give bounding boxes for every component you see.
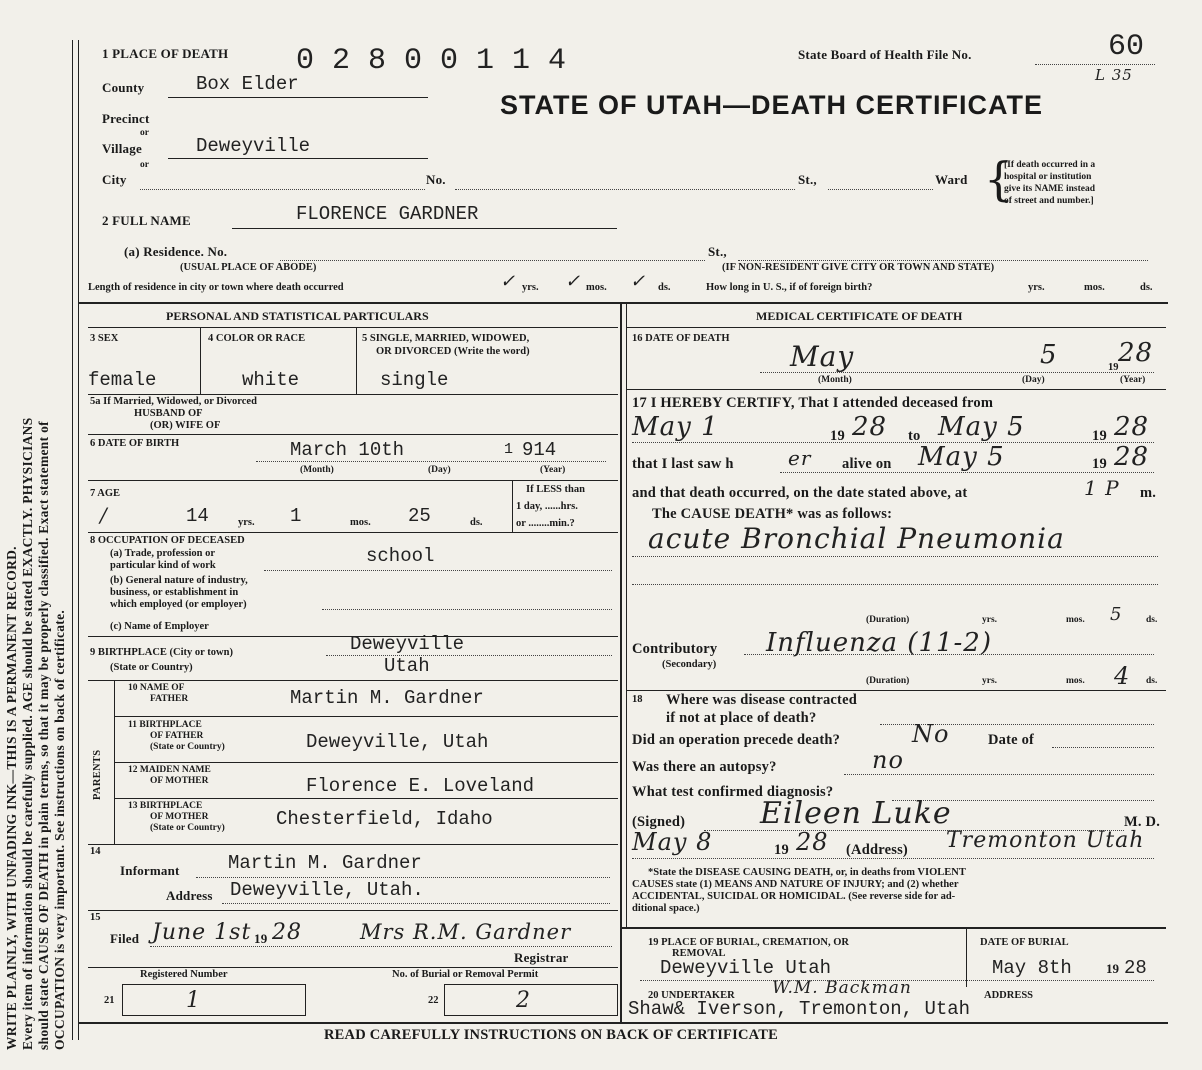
city-no-line — [455, 189, 795, 190]
birthplace-label: 9 BIRTHPLACE (City or town) — [90, 647, 233, 658]
usual-abode-caption: (USUAL PLACE OF ABODE) — [180, 262, 317, 273]
footnote-2: CAUSES state (1) MEANS AND NATURE OF INJURY; and (2) whether — [632, 879, 959, 890]
age-mark: / — [100, 503, 108, 527]
contributory-value: Influenza (11-2) — [766, 628, 992, 658]
duration-days-2: 4 — [1114, 662, 1131, 690]
item-22-number: 22 — [428, 995, 439, 1006]
parents-label: PARENTS — [92, 749, 103, 800]
dob-monthday: March 10th — [290, 439, 405, 461]
occ-c: (c) Name of Employer — [110, 621, 209, 632]
city-st-line — [828, 189, 933, 190]
hospital-note-3: give its NAME instead — [1004, 184, 1096, 194]
filed-line — [150, 946, 612, 947]
personal-section-title: PERSONAL AND STATISTICAL PARTICULARS — [166, 309, 429, 323]
row-rule-8 — [88, 532, 618, 533]
father-label-1: 10 NAME OF — [128, 683, 185, 693]
last-saw-text: that I last saw h — [632, 456, 734, 472]
footnote-4: ditional space.) — [632, 903, 700, 914]
footnote-1: *State the DISEASE CAUSING DEATH, or, in deaths from VIOLENT — [648, 867, 966, 878]
occ-a-2: particular kind of work — [110, 560, 216, 571]
length-mos-label: mos. — [586, 282, 607, 293]
informant-line — [196, 877, 610, 878]
marital-value: single — [380, 369, 449, 391]
marital-label-1: 5 SINGLE, MARRIED, WIDOWED, — [362, 333, 530, 344]
item-15-number: 15 — [90, 912, 101, 923]
informant-address-line — [222, 903, 610, 904]
grid-section-rule — [88, 327, 618, 328]
dob-label: 6 DATE OF BIRTH — [90, 438, 180, 449]
footnote-3: ACCIDENTAL, SUICIDAL OR HOMICIDAL. (See reverse side for ad- — [632, 891, 956, 902]
grid-top-rule — [78, 302, 1168, 304]
father-birthplace: Deweyville, Utah — [306, 731, 489, 753]
age-mos-caption: mos. — [350, 517, 371, 528]
medical-rule-17 — [626, 389, 1166, 390]
left-border-2 — [72, 40, 73, 1040]
row-rule-15 — [88, 910, 618, 911]
length-mos-mark: ✓ — [565, 271, 582, 292]
occ-b-1: (b) General nature of industry, — [110, 575, 248, 586]
dod-day: 5 — [1040, 340, 1058, 370]
physician-signature: Eileen Luke — [760, 796, 952, 831]
secondary-label: (Secondary) — [662, 659, 717, 670]
or-label-1: or — [140, 128, 149, 138]
contracted-1: Where was disease contracted — [666, 692, 857, 708]
duration-mos-2: mos. — [1066, 676, 1085, 686]
father-bp-label-2: OF FATHER — [150, 731, 204, 741]
contributory-line — [744, 654, 1154, 655]
file-no-line — [1035, 64, 1155, 65]
spouse-label-2: HUSBAND OF — [134, 408, 203, 419]
burial-year: 28 — [1124, 957, 1147, 979]
row-rule-6 — [88, 434, 618, 435]
footer-rule — [78, 1022, 1168, 1024]
md-label: M. D. — [1124, 814, 1161, 830]
side-instruction-line-4: OCCUPATION is very important. See instructions on back of certificate. — [52, 609, 67, 1050]
place-of-death-label: 1 PLACE OF DEATH — [102, 46, 229, 61]
mother-label-2: OF MOTHER — [150, 776, 209, 786]
footer-text: READ CAREFULLY INSTRUCTIONS ON BACK OF CERTIFICATE — [324, 1027, 778, 1043]
grid-section-rule-right — [626, 327, 1166, 328]
autopsy-value: no — [872, 746, 904, 774]
informant-address: Deweyville, Utah. — [230, 879, 424, 901]
city-no-label: No. — [426, 172, 446, 187]
ward-label: Ward — [935, 172, 968, 187]
age-days: 25 — [408, 505, 431, 527]
city-line — [140, 189, 425, 190]
marital-label-2: OR DIVORCED (Write the word) — [376, 346, 530, 357]
row-rule-21 — [88, 967, 618, 968]
spouse-label-3: (OR) WIFE OF — [150, 420, 221, 431]
mother-label-1: 12 MAIDEN NAME — [128, 765, 211, 775]
informant-label: Informant — [120, 863, 180, 878]
mother-bp-label-2: OF MOTHER — [150, 812, 209, 822]
dod-day-caption: (Day) — [1022, 375, 1045, 385]
age-yrs-caption: yrs. — [238, 517, 255, 528]
autopsy-line — [844, 774, 1154, 775]
signed-year: 28 — [796, 828, 829, 856]
operation-value: No — [912, 720, 950, 748]
full-name-value: FLORENCE GARDNER — [296, 203, 479, 225]
cause-line-2 — [632, 584, 1158, 585]
reg-number-value: 1 — [186, 988, 201, 1013]
birthplace-city-line — [326, 655, 612, 656]
physician-address-line — [632, 858, 1154, 859]
undertaker-signature: W.M. Backman — [772, 978, 912, 998]
age-label: 7 AGE — [90, 488, 121, 499]
residence-st-label: St., — [708, 244, 727, 259]
reg-number-box — [122, 984, 306, 1016]
dob-line — [256, 461, 606, 462]
operation-label: Did an operation precede death? — [632, 732, 841, 748]
registrar-signature: Mrs R.M. Gardner — [360, 920, 572, 944]
mother-bp-label-3: (State or Country) — [150, 823, 225, 833]
village-line — [168, 158, 428, 159]
undertaker-value: Shaw& Iverson, Tremonton, Utah — [628, 998, 971, 1020]
signed-year-prefix: 19 — [774, 842, 789, 858]
burial-date: May 8th — [992, 957, 1072, 979]
dod-year-caption: (Year) — [1120, 375, 1146, 385]
burial-permit-box — [444, 984, 618, 1016]
file-no-value: 60 — [1108, 30, 1145, 64]
duration-days-1: 5 — [1110, 604, 1123, 625]
informant-address-label: Address — [166, 888, 213, 903]
spouse-label-1: 5a If Married, Widowed, or Divorced — [90, 396, 257, 407]
mother-bp-label-1: 13 BIRTHPLACE — [128, 801, 203, 811]
date-of-line — [1052, 747, 1154, 748]
occupation-value: school — [366, 545, 435, 567]
color-marital-divider — [356, 328, 357, 394]
row-rule-11 — [114, 716, 618, 717]
age-years: 14 — [186, 505, 209, 527]
medical-rule-18 — [626, 690, 1166, 691]
last-saw-date: May 5 — [918, 442, 1005, 472]
physician-address: Tremonton Utah — [946, 828, 1145, 853]
father-name: Martin M. Gardner — [290, 687, 484, 709]
dod-month: May — [790, 340, 855, 373]
medical-rule-19 — [620, 927, 1166, 929]
how-long-label: How long in U. S., if of foreign birth? — [706, 282, 873, 293]
informant-name: Martin M. Gardner — [228, 852, 422, 874]
burial-permit-label: No. of Burial or Removal Permit — [392, 969, 539, 980]
village-label: Village — [102, 141, 142, 156]
less-than-3: or ........min.? — [516, 518, 575, 529]
to-year-prefix: 19 — [1092, 428, 1107, 444]
hospital-note-1: [If death occurred in a — [1004, 160, 1096, 170]
row-rule-14 — [88, 844, 618, 845]
occurred-text: and that death occurred, on the date stated above, at — [632, 485, 968, 501]
registrar-label: Registrar — [514, 950, 569, 965]
file-no-label: State Board of Health File No. — [798, 47, 972, 62]
length-ds-mark: ✓ — [630, 271, 647, 292]
duration-ds-1: ds. — [1146, 615, 1158, 625]
from-year: 28 — [852, 412, 888, 442]
physician-address-label: (Address) — [846, 842, 908, 858]
reg-number-label: Registered Number — [140, 969, 228, 980]
contracted-2: if not at place of death? — [666, 710, 817, 726]
mother-name: Florence E. Loveland — [306, 775, 535, 797]
how-long-yrs: yrs. — [1028, 282, 1045, 293]
hospital-note-2: hospital or institution — [1004, 172, 1092, 182]
county-label: County — [102, 80, 145, 95]
age-months: 1 — [290, 505, 302, 527]
row-rule-5a — [88, 394, 618, 395]
burial-date-divider — [966, 927, 967, 987]
length-ds-label: ds. — [658, 282, 671, 293]
how-long-mos: mos. — [1084, 282, 1105, 293]
test-label: What test confirmed diagnosis? — [632, 784, 834, 800]
duration-yrs-2: yrs. — [982, 676, 998, 686]
filed-year: 28 — [272, 920, 302, 945]
left-border — [78, 40, 79, 1040]
center-divider — [620, 302, 622, 1022]
occ-a-1: (a) Trade, profession or — [110, 548, 215, 559]
row-rule-13 — [114, 798, 618, 799]
burial-year-prefix: 19 — [1106, 961, 1119, 976]
file-note: L 35 — [1095, 66, 1133, 84]
occ-b-3: which employed (or employer) — [110, 599, 247, 610]
burial-place-label-1: 19 PLACE OF BURIAL, CREMATION, OR — [648, 937, 849, 948]
how-long-ds: ds. — [1140, 282, 1153, 293]
filed-year-prefix: 19 — [254, 931, 268, 946]
or-label-2: or — [140, 160, 149, 170]
occ-b-2: business, or establishment in — [110, 587, 239, 598]
sex-label: 3 SEX — [90, 333, 119, 344]
undertaker-address-label: ADDRESS — [984, 990, 1034, 1001]
birthplace-state-label: (State or Country) — [110, 662, 193, 673]
birthplace-state: Utah — [384, 655, 430, 677]
duration-mos-1: mos. — [1066, 615, 1085, 625]
burial-place-label-2: REMOVAL — [672, 948, 726, 959]
cause-value: acute Bronchial Pneumonia — [648, 522, 1065, 555]
center-divider-2 — [626, 302, 627, 927]
father-label-2: FATHER — [150, 694, 189, 704]
from-year-prefix: 19 — [830, 428, 845, 444]
residence-label: (a) Residence. No. — [124, 244, 228, 259]
contributory-label: Contributory — [632, 641, 718, 657]
occ-b-line — [322, 609, 612, 610]
hospital-note-4: of street and number.] — [1004, 196, 1094, 206]
dod-month-caption: (Month) — [818, 375, 852, 385]
cause-label: The CAUSE DEATH* was as follows: — [652, 506, 893, 522]
full-name-label: 2 FULL NAME — [102, 213, 191, 228]
dob-year-prefix: 1 — [504, 441, 514, 458]
less-than-divider — [512, 480, 513, 532]
death-time: 1 P — [1084, 476, 1120, 500]
attend-from: May 1 — [632, 412, 719, 442]
certify-text: 17 I HEREBY CERTIFY, That I attended deceased from — [632, 395, 994, 411]
signed-date: May 8 — [632, 828, 713, 856]
last-saw-line — [780, 472, 1154, 473]
full-name-line — [232, 228, 617, 229]
sex-color-divider — [200, 328, 201, 394]
dob-year: 914 — [522, 439, 557, 461]
father-bp-label-3: (State or Country) — [150, 742, 225, 752]
length-of-residence-label: Length of residence in city or town where death occurred — [88, 282, 344, 293]
dob-day-caption: (Day) — [428, 465, 451, 475]
burial-date-label: DATE OF BURIAL — [980, 937, 1069, 948]
birthplace-city: Deweyville — [350, 633, 465, 655]
burial-permit-value: 2 — [516, 988, 531, 1013]
death-time-suffix: m. — [1140, 485, 1157, 501]
dod-year: 28 — [1118, 338, 1154, 368]
filed-label: Filed — [110, 931, 140, 946]
occ-a-line — [264, 570, 612, 571]
length-yrs-mark: ✓ — [500, 271, 517, 292]
father-bp-label-1: 11 BIRTHPLACE — [128, 720, 202, 730]
item-18-number: 18 — [632, 694, 643, 705]
residence-line — [280, 260, 705, 261]
side-instruction-line-1: WRITE PLAINLY, WITH UNFADING INK—THIS IS A PERMANENT RECORD. — [4, 546, 19, 1050]
row-rule-10 — [88, 680, 618, 681]
side-instruction-line-2: Every item of information should be carefully supplied. AGE should be stated EXACTLY. PHYSICIANS — [20, 417, 35, 1050]
attend-to: May 5 — [938, 412, 1025, 442]
dob-year-caption: (Year) — [540, 465, 566, 475]
non-resident-caption: (IF NON-RESIDENT GIVE CITY OR TOWN AND STATE) — [722, 262, 995, 273]
certificate-title: STATE OF UTAH—DEATH CERTIFICATE — [500, 90, 1043, 120]
color-race-label: 4 COLOR OR RACE — [208, 333, 306, 344]
burial-place: Deweyville Utah — [660, 957, 832, 979]
precinct-label: Precinct — [102, 111, 150, 126]
dob-month-caption: (Month) — [300, 465, 334, 475]
sex-value: female — [88, 369, 157, 391]
autopsy-label: Was there an autopsy? — [632, 759, 777, 775]
less-than-2: 1 day, ......hrs. — [516, 501, 578, 512]
dod-year-prefix: 19 — [1108, 362, 1119, 373]
certificate-number: 0 2 8 0 0 1 1 4 — [296, 44, 567, 78]
age-ds-caption: ds. — [470, 517, 483, 528]
residence-st-line — [738, 260, 1148, 261]
last-saw-her: er — [788, 446, 812, 470]
county-line — [168, 97, 428, 98]
date-of-label: Date of — [988, 732, 1035, 748]
county-value: Box Elder — [196, 73, 299, 95]
to-label: to — [908, 428, 921, 444]
medical-section-title: MEDICAL CERTIFICATE OF DEATH — [756, 309, 963, 323]
duration-yrs-1: yrs. — [982, 615, 998, 625]
last-year: 28 — [1114, 442, 1150, 472]
city-label: City — [102, 172, 127, 187]
item-14-number: 14 — [90, 846, 101, 857]
color-race-value: white — [242, 369, 300, 391]
alive-on-label: alive on — [842, 456, 892, 472]
attend-line — [632, 442, 1154, 443]
length-yrs-label: yrs. — [522, 282, 539, 293]
village-value: Deweyville — [196, 135, 311, 157]
to-year: 28 — [1114, 412, 1150, 442]
less-than-1: If LESS than — [526, 484, 585, 495]
last-year-prefix: 19 — [1092, 456, 1107, 472]
item-21-number: 21 — [104, 995, 115, 1006]
signed-label: (Signed) — [632, 814, 686, 830]
duration-label-1: (Duration) — [866, 615, 910, 625]
duration-label-2: (Duration) — [866, 676, 910, 686]
side-instruction-line-3: should state CAUSE OF DEATH in plain terms, so that it may be properly classified. Exact statement of — [36, 421, 51, 1050]
cause-line-1 — [632, 556, 1158, 557]
duration-ds-2: ds. — [1146, 676, 1158, 686]
city-st-label: St., — [798, 172, 817, 187]
dod-label: 16 DATE OF DEATH — [632, 333, 730, 344]
undertaker-label: 20 UNDERTAKER — [648, 990, 735, 1001]
mother-birthplace: Chesterfield, Idaho — [276, 808, 493, 830]
dod-line — [760, 372, 1154, 373]
row-rule-12 — [114, 762, 618, 763]
occupation-label: 8 OCCUPATION OF DECEASED — [90, 535, 245, 546]
filed-date: June 1st — [152, 920, 252, 945]
hospital-brace: { — [984, 152, 1014, 206]
row-rule-7 — [88, 480, 618, 481]
